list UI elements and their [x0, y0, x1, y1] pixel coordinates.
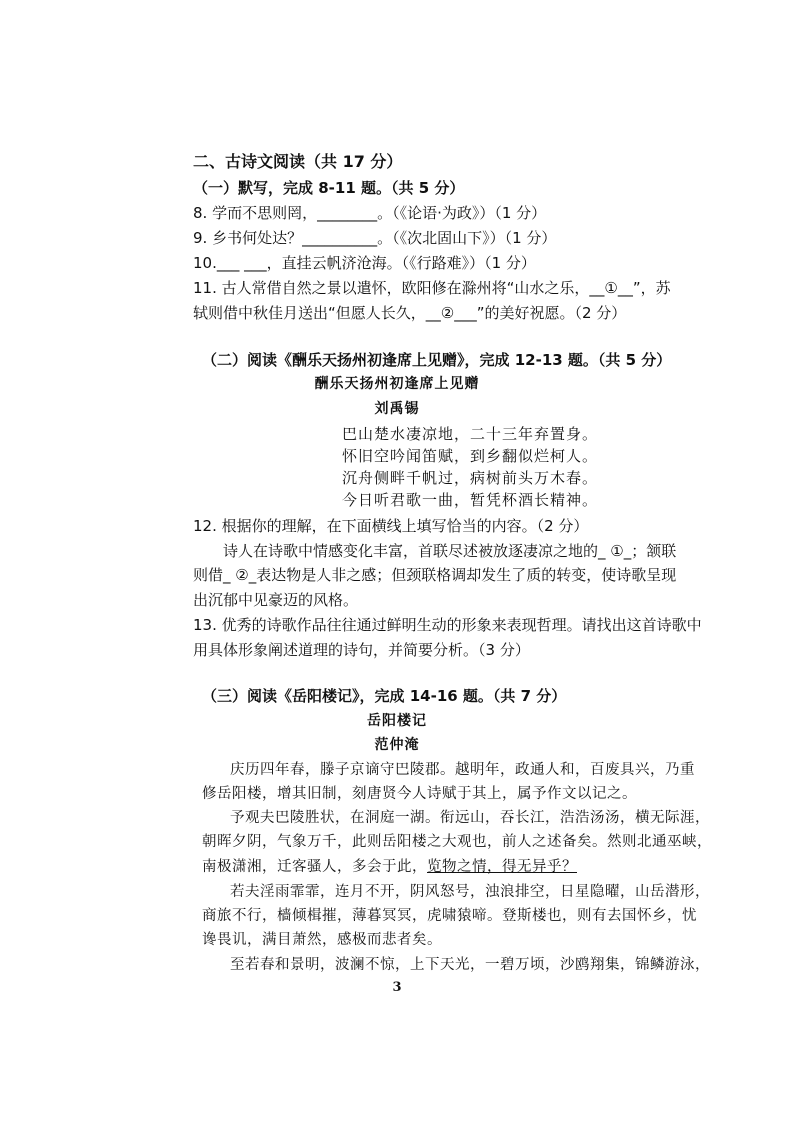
paragraph-2-line1: 予观夫巴陵胜状，在洞庭一湖。衔远山，吞长江，浩浩汤汤，横无际涯，	[230, 810, 710, 826]
section-title: 二、古诗文阅读（共 17 分）	[193, 152, 403, 171]
paragraph-1-line1: 庆历四年春，滕子京谪守巴陵郡。越明年，政通人和，百废具兴，乃重	[230, 762, 695, 778]
paragraph-1-line2: 修岳阳楼，增其旧制，刻唐贤今人诗赋于其上，属予作文以记之。	[202, 786, 637, 802]
poem-author: 刘禹锡	[374, 401, 420, 417]
poem-title: 酬乐天扬州初逢席上见赠	[314, 376, 480, 392]
paragraph-2-line3	[202, 857, 577, 877]
part3-title: （三）阅读《岳阳楼记》，完成 14-16 题。（共 7 分）	[202, 687, 567, 705]
question-12-line2: 诗人在诗歌中情感变化丰富，首联尽述被放逐凄凉之地的_ ①_；颔联	[223, 542, 677, 560]
question-10: 10.___ ___，直挂云帆济沧海。（《行路难》）（1 分）	[193, 254, 536, 272]
part2-title: （二）阅读《酬乐天扬州初逢席上见赠》，完成 12-13 题。（共 5 分）	[202, 351, 672, 369]
page-number: 3	[392, 980, 402, 995]
text-title: 岳阳楼记	[367, 713, 427, 729]
question-13-line1: 13. 优秀的诗歌作品往往通过鲜明生动的形象来表现哲理。请找出这首诗歌中	[193, 616, 702, 634]
question-13-line2: 用具体形象阐述道理的诗句，并简要分析。（3 分）	[193, 641, 530, 659]
question-12-line3: 则借_ ②_表达物是人非之感；但颈联格调却发生了质的转变，使诗歌呈现	[193, 566, 677, 584]
poem-line: 沉舟侧畔千帆过，病树前头万木春。	[342, 469, 599, 487]
question-9: 9. 乡书何处达？__________。（《次北固山下》）（1 分）	[193, 229, 557, 247]
paragraph-3-line1: 若夫淫雨霏霏，连月不开，阴风怒号，浊浪排空，日星隐曜，山岳潜形，	[230, 884, 710, 900]
paragraph-4-line1: 至若春和景明，波澜不惊，上下天光，一碧万顷，沙鸥翔集，锦鳞游泳，	[230, 957, 710, 973]
question-12-line1: 12. 根据你的理解，在下面横线上填写恰当的内容。（2 分）	[193, 517, 589, 535]
question-12-line4: 出沉郁中见豪迈的风格。	[193, 591, 359, 609]
underlined-phrase: 览物之情，得无异乎？	[427, 859, 577, 875]
paragraph-3-line3: 谗畏讥，满目萧然，感极而悲者矣。	[202, 932, 442, 948]
question-11-line1: 11. 古人常借自然之景以遣怀，欧阳修在滁州将“山水之乐，__①__”，苏	[193, 279, 671, 297]
paragraph-2-line2: 朝晖夕阴，气象万千，此则岳阳楼之大观也，前人之述备矣。然则北通巫峡，	[202, 834, 712, 850]
paragraph-3-line2: 商旅不行，樯倾楫摧，薄暮冥冥，虎啸猿啼。登斯楼也，则有去国怀乡，忧	[202, 908, 697, 924]
part1-title: （一）默写，完成 8-11 题。（共 5 分）	[193, 179, 465, 197]
poem-line: 今日听君歌一曲，暂凭杯酒长精神。	[342, 491, 599, 509]
poem-line: 怀旧空吟闻笛赋，到乡翻似烂柯人。	[342, 447, 599, 465]
poem-line: 巴山楚水凄凉地，二十三年弃置身。	[342, 425, 599, 443]
text-author: 范仲淹	[374, 737, 420, 753]
question-11-line2: 轼则借中秋佳月送出“但愿人长久，__②___”的美好祝愿。（2 分）	[193, 304, 627, 322]
paragraph-2-line3-text: 南极潇湘，迁客骚人，多会于此，	[202, 859, 427, 875]
question-8: 8. 学而不思则罔，________。（《论语·为政》）（1 分）	[193, 204, 547, 222]
